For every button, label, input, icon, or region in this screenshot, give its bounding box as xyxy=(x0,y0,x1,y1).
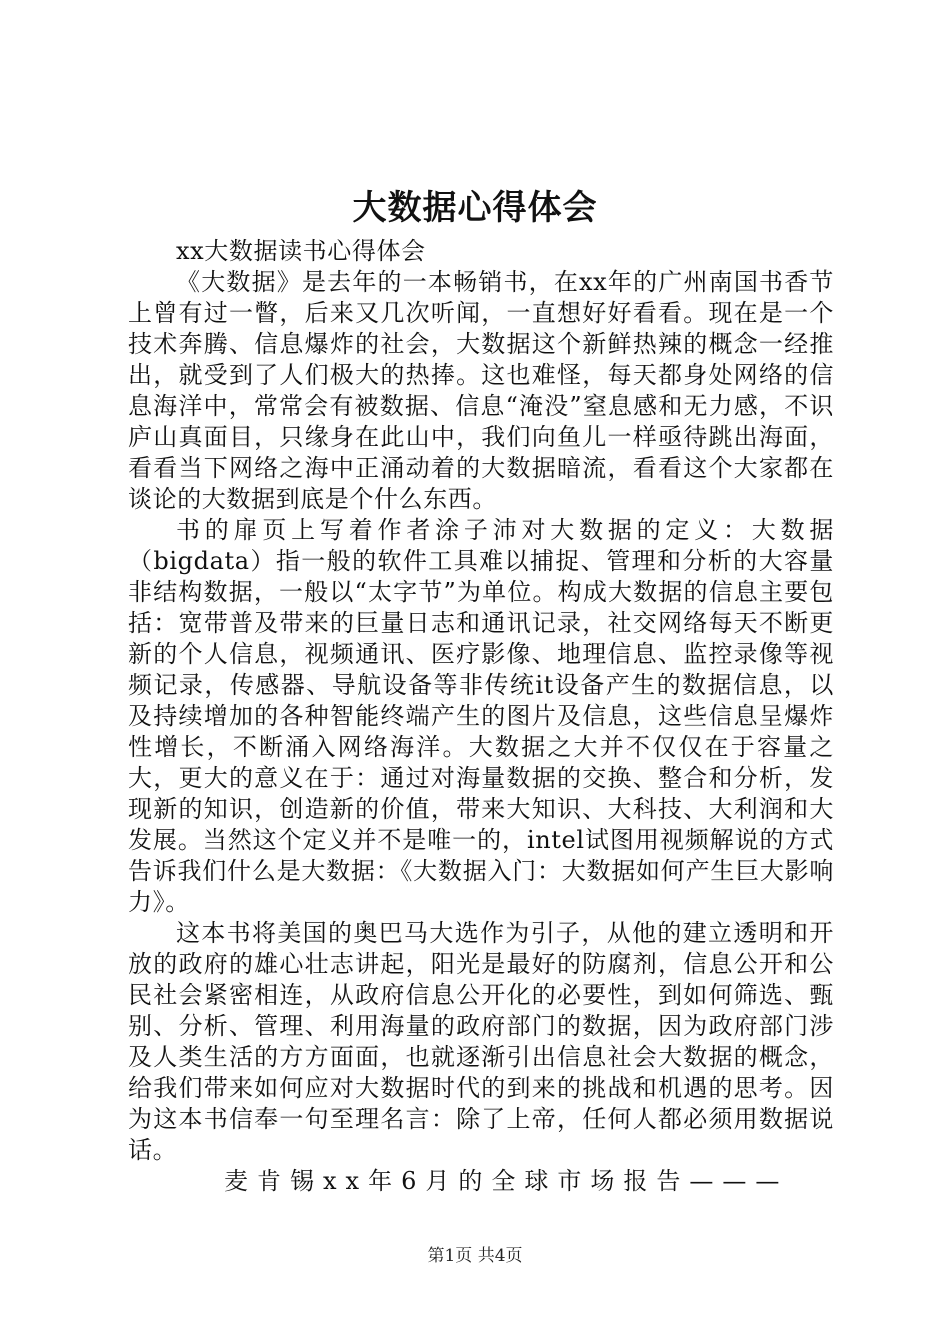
document-body xyxy=(128,236,834,1197)
paragraph-last-line: 麦肯锡xx年6月的全球市场报告——— xyxy=(224,1167,789,1195)
page-number: 第1页 共4页 xyxy=(427,1246,523,1266)
document-title: 大数据心得体会 xyxy=(352,188,598,228)
paragraph-2: 书的扉页上写着作者涂子沛对大数据的定义：大数据（bigdata）指一般的软件工具难以捕捉、管理和分析的大容量非结构数据，一般以“太字节”为单位。构成大数据的信息主要包括：宽带普及带来的巨量日志和通讯记录，社交网络每天不断更新的个人信息，视频通讯、医疗影像、地理信息、监控录像等视频记录，传感器、导航设备等非传统it设备产生的数据信息，以及持续增加的各种智能终端产生的图片及信息，这些信息呈爆炸性增长，不断涌入网络海洋。大数据之大并不仅仅在于容量之大，更大的意义在于：通过对海量数据的交换、整合和分析，发现新的知识，创造新的价值，带来大知识、大科技、大利润和大发展。当然这个定义并不是唯一的，intel试图用视频解说的方式告诉我们什么是大数据：《大数据入门：大数据如何产生巨大影响力》。 xyxy=(128,516,834,916)
paragraph-1: 《大数据》是去年的一本畅销书，在xx年的广州南国书香节上曾有过一瞥，后来又几次听闻，一直想好好看看。现在是一个技术奔腾、信息爆炸的社会，大数据这个新鲜热辣的概念一经推出，就受到了人们极大的热捧。这也难怪，每天都身处网络的信息海洋中，常常会有被数据、信息“淹没”窒息感和无力感，不识庐山真面目，只缘身在此山中，我们向鱼儿一样亟待跳出海面，看看当下网络之海中正涌动着的大数据暗流，看看这个大家都在谈论的大数据到底是个什么东西。 xyxy=(128,268,834,513)
document-subtitle: xx大数据读书心得体会 xyxy=(176,237,426,265)
paragraph-3: 这本书将美国的奥巴马大选作为引子，从他的建立透明和开放的政府的雄心壮志讲起，阳光是最好的防腐剂，信息公开和公民社会紧密相连，从政府信息公开化的必要性，到如何筛选、甄别、分析、管理、利用海量的政府部门的数据，因为政府部门涉及人类生活的方方面面，也就逐渐引出信息社会大数据的概念，给我们带来如何应对大数据时代的到来的挑战和机遇的思考。因为这本书信奉一句至理名言：除了上帝，任何人都必须用数据说话。 xyxy=(128,919,834,1164)
